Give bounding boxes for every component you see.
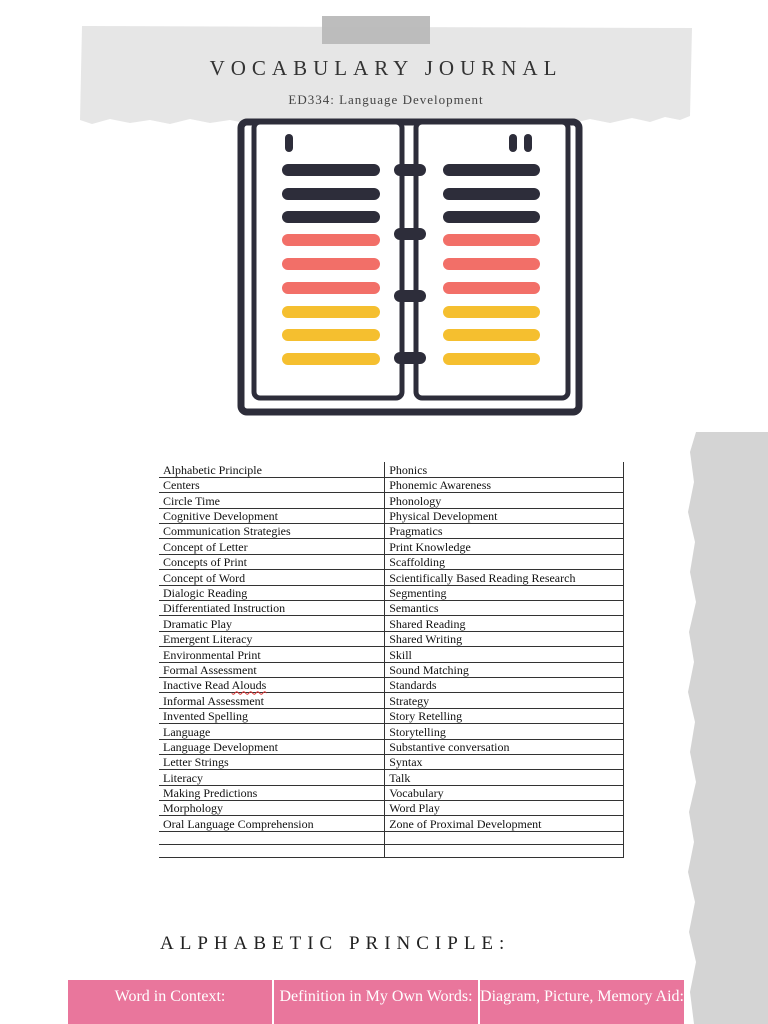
table-row xyxy=(159,816,624,831)
torn-gray-strip xyxy=(686,432,768,1024)
tape-strip xyxy=(322,16,430,44)
word-right: Substantive conversation xyxy=(385,739,624,754)
table-row-blank xyxy=(159,831,624,844)
column-header-word-in-context: Word in Context: xyxy=(68,980,274,1024)
word-right: Sound Matching xyxy=(385,662,624,677)
word-left: Communication Strategies xyxy=(159,524,385,539)
word-left: Making Predictions xyxy=(159,785,385,800)
word-right: Print Knowledge xyxy=(385,539,624,554)
word-left: Morphology xyxy=(159,801,385,816)
word-right: Shared Reading xyxy=(385,616,624,631)
word-right: Semantics xyxy=(385,601,624,616)
open-book-icon xyxy=(234,118,586,418)
word-left: Language xyxy=(159,724,385,739)
journal-subtitle: ED334: Language Development xyxy=(288,92,484,107)
word-right: Syntax xyxy=(385,754,624,769)
table-row xyxy=(159,508,624,523)
spellcheck-underline: Alouds xyxy=(231,678,267,693)
table-row xyxy=(159,724,624,739)
word-right: Phonics xyxy=(385,462,624,477)
word-right: Skill xyxy=(385,647,624,662)
word-left: Language Development xyxy=(159,739,385,754)
word-left: Differentiated Instruction xyxy=(159,601,385,616)
table-row xyxy=(159,708,624,723)
word-right: Shared Writing xyxy=(385,631,624,646)
column-header-definition: Definition in My Own Words: xyxy=(274,980,480,1024)
word-left: Inactive Read Alouds xyxy=(159,677,385,692)
table-row xyxy=(159,539,624,554)
word-left: Environmental Print xyxy=(159,647,385,662)
table-row xyxy=(159,739,624,754)
table-row xyxy=(159,493,624,508)
word-left: Informal Assessment xyxy=(159,693,385,708)
word-left: Alphabetic Principle xyxy=(159,462,385,477)
word-left: Dramatic Play xyxy=(159,616,385,631)
blank-cell xyxy=(385,844,624,857)
word-left: Invented Spelling xyxy=(159,708,385,723)
word-right: Phonemic Awareness xyxy=(385,477,624,492)
section-heading: ALPHABETIC PRINCIPLE: xyxy=(160,933,511,954)
word-right: Zone of Proximal Development xyxy=(385,816,624,831)
word-left: Letter Strings xyxy=(159,754,385,769)
word-left: Cognitive Development xyxy=(159,508,385,523)
table-row xyxy=(159,770,624,785)
word-left: Concept of Letter xyxy=(159,539,385,554)
table-row xyxy=(159,785,624,800)
journal-title: VOCABULARY JOURNAL xyxy=(209,56,563,80)
table-row xyxy=(159,477,624,492)
table-row xyxy=(159,631,624,646)
blank-cell xyxy=(159,831,385,844)
word-right: Strategy xyxy=(385,693,624,708)
table-row xyxy=(159,677,624,692)
word-right: Scaffolding xyxy=(385,554,624,569)
word-right: Scientifically Based Reading Research xyxy=(385,570,624,585)
word-right: Talk xyxy=(385,770,624,785)
table-row xyxy=(159,801,624,816)
blank-cell xyxy=(159,844,385,857)
word-right: Word Play xyxy=(385,801,624,816)
column-header-diagram: Diagram, Picture, Memory Aid: xyxy=(480,980,684,1024)
blank-cell xyxy=(385,831,624,844)
word-right: Phonology xyxy=(385,493,624,508)
table-row xyxy=(159,601,624,616)
word-left: Emergent Literacy xyxy=(159,631,385,646)
table-row xyxy=(159,616,624,631)
word-right: Physical Development xyxy=(385,508,624,523)
word-right: Standards xyxy=(385,677,624,692)
word-left: Literacy xyxy=(159,770,385,785)
table-row-blank xyxy=(159,844,624,857)
word-right: Storytelling xyxy=(385,724,624,739)
word-left: Circle Time xyxy=(159,493,385,508)
table-row xyxy=(159,754,624,769)
table-row xyxy=(159,570,624,585)
word-left: Centers xyxy=(159,477,385,492)
table-row xyxy=(159,585,624,600)
word-right: Story Retelling xyxy=(385,708,624,723)
table-row xyxy=(159,462,624,477)
vocabulary-word-table xyxy=(159,462,624,858)
table-row xyxy=(159,554,624,569)
journal-entry-header-row xyxy=(68,980,684,1024)
word-right: Segmenting xyxy=(385,585,624,600)
word-right: Vocabulary xyxy=(385,785,624,800)
table-row xyxy=(159,693,624,708)
table-row xyxy=(159,524,624,539)
word-left: Dialogic Reading xyxy=(159,585,385,600)
table-row xyxy=(159,662,624,677)
word-left: Concepts of Print xyxy=(159,554,385,569)
word-left: Oral Language Comprehension xyxy=(159,816,385,831)
word-left: Concept of Word xyxy=(159,570,385,585)
word-right: Pragmatics xyxy=(385,524,624,539)
table-row xyxy=(159,647,624,662)
word-left: Formal Assessment xyxy=(159,662,385,677)
